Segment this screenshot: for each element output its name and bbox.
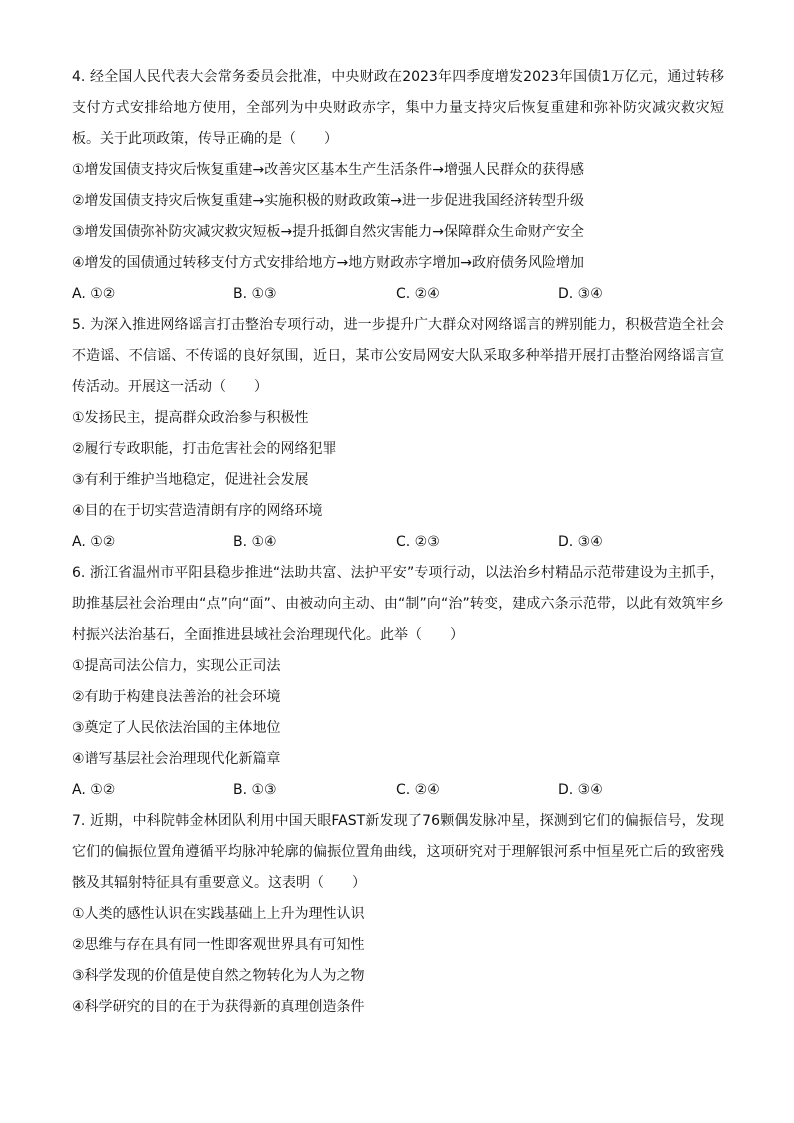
statement-option: ④增发的国债通过转移支付方式安排给地方→地方财政赤字增加→政府债务风险增加 [72,255,585,271]
answer-choices [72,775,724,806]
question-list [72,62,724,1023]
choice-b: B. ①③ [233,782,277,798]
statement-option: ②增发国债支持灾后恢复重建→实施积极的财政政策→进一步促进我国经济转型升级 [72,193,585,209]
question-4 [72,62,724,310]
statement-option: ③科学发现的价值是使自然之物转化为人为之物 [72,968,365,984]
question-stem: 7. 近期，中科院韩金林团队利用中国天眼FAST新发现了76颗偶发脉冲星，探测到它们的偏振信号，发现它们的偏振位置角遵循平均脉冲轮廓的偏振位置角曲线，这项研究对于理解银河系中恒星死亡后的致密残骸及其辐射特征具有重要意义。这表明（ ） [72,813,724,891]
choice-d: D. ③④ [558,534,603,550]
choice-a: A. ①② [72,286,116,302]
statement-option: ④科学研究的目的在于为获得新的真理创造条件 [72,999,365,1015]
answer-choices [72,279,724,310]
statement-option: ①增发国债支持灾后恢复重建→改善灾区基本生产生活条件→增强人民群众的获得感 [72,162,585,178]
question-7 [72,806,724,1023]
statement-option: ①提高司法公信力，实现公正司法 [72,658,281,674]
statement-option: ①人类的感性认识在实践基础上上升为理性认识 [72,906,365,922]
question-stem: 5. 为深入推进网络谣言打击整治专项行动，进一步提升广大群众对网络谣言的辨别能力，积极营造全社会不造谣、不信谣、不传谣的良好氛围，近日，某市公安局网安大队采取多种举措开展打击整治网络谣言宣传活动。开展这一活动（ ） [72,317,724,395]
statement-option: ④谱写基层社会治理现代化新篇章 [72,751,281,767]
question-stem: 4. 经全国人民代表大会常务委员会批准，中央财政在2023年四季度增发2023年国债1万亿元，通过转移支付方式安排给地方使用，全部列为中央财政赤字，集中力量支持灾后恢复重建和弥补防灾减灾救灾短板。关于此项政策，传导正确的是（ ） [72,69,724,147]
choice-a: A. ①② [72,534,116,550]
question-stem: 6. 浙江省温州市平阳县稳步推进“法助共富、法护平安”专项行动，以法治乡村精品示范带建设为主抓手，助推基层社会治理由“点”向“面”、由被动向主动、由“制”向“治”转变，建成六条示范带，以此有效筑牢乡村振兴法治基石，全面推进县域社会治理现代化。此举（ ） [72,565,724,643]
choice-d: D. ③④ [558,782,603,798]
statement-option: ③增发国债弥补防灾减灾救灾短板→提升抵御自然灾害能力→保障群众生命财产安全 [72,224,585,240]
question-5 [72,310,724,558]
statement-option: ②有助于构建良法善治的社会环境 [72,689,281,705]
choice-a: A. ①② [72,782,116,798]
statement-option: ②思维与存在具有同一性即客观世界具有可知性 [72,937,365,953]
answer-choices [72,527,724,558]
statement-option: ③有利于维护当地稳定，促进社会发展 [72,472,309,488]
statement-option: ②履行专政职能，打击危害社会的网络犯罪 [72,441,337,457]
choice-d: D. ③④ [558,286,603,302]
choice-c: C. ②③ [396,534,440,550]
choice-c: C. ②④ [396,782,440,798]
choice-b: B. ①③ [233,286,277,302]
choice-b: B. ①④ [233,534,277,550]
statement-option: ①发扬民主，提高群众政治参与积极性 [72,410,309,426]
question-6 [72,558,724,806]
statement-option: ④目的在于切实营造清朗有序的网络环境 [72,503,323,519]
choice-c: C. ②④ [396,286,440,302]
statement-option: ③奠定了人民依法治国的主体地位 [72,720,281,736]
